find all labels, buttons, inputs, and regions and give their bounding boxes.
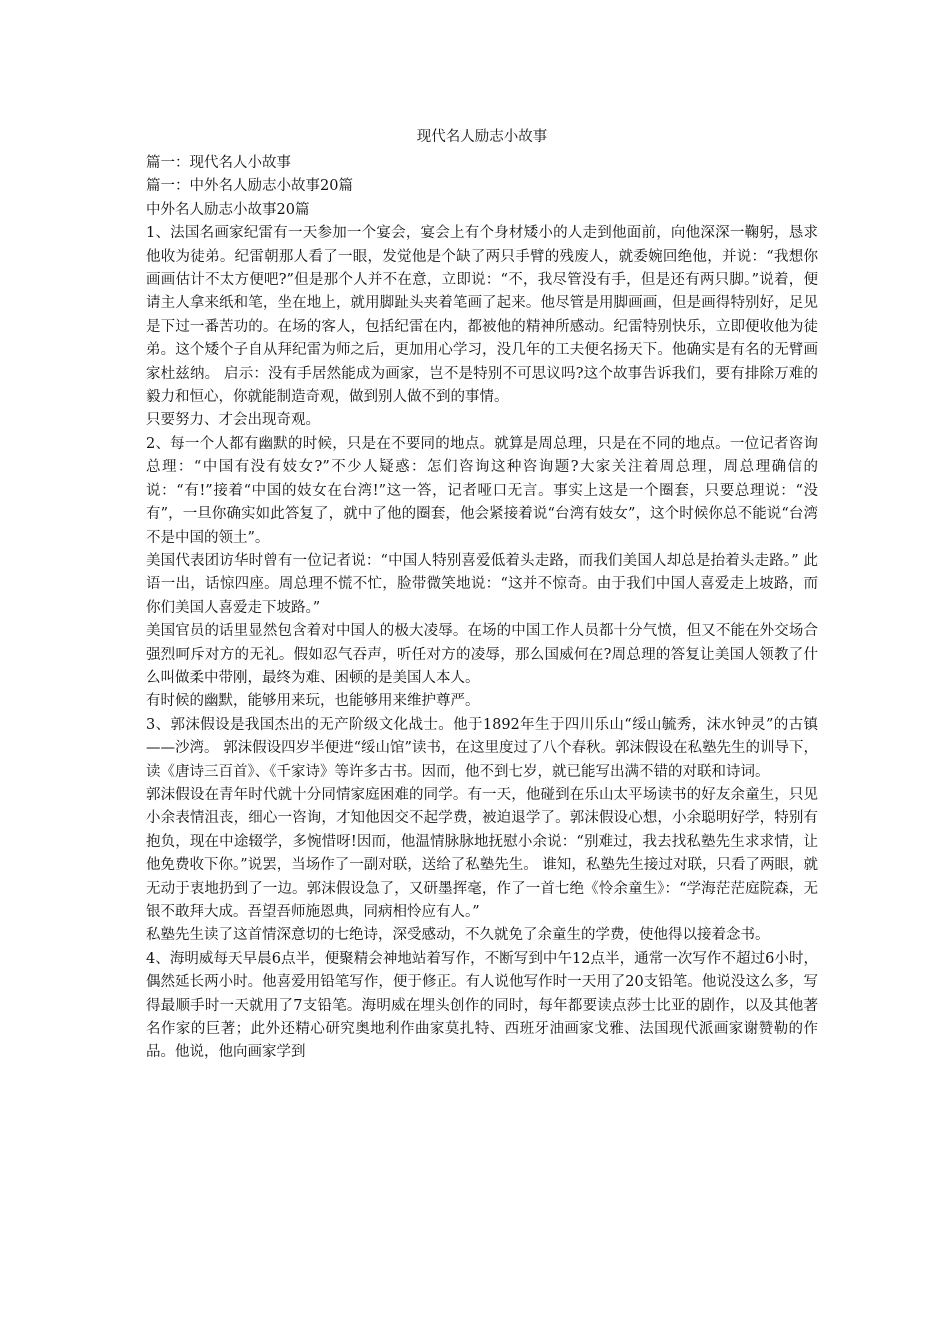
document-body [146,124,818,1065]
paragraph-story-2-part-3: 美国官员的话里显然包含着对中国人的极大凌辱。在场的中国工作人员都十分气愤，但又不能在外交场合强烈呵斥对方的无礼。假如忍气吞声，听任对方的凌辱，那么国威何在?周总理的答复让美国人领教了什么叫做柔中带刚，最终为难、困顿的是美国人本人。 [146,623,818,686]
paragraph-story-3-part-2: 郭沫假设在青年时代就十分同情家庭困难的同学。有一天，他碰到在乐山太平场读书的好友余童生，只见小余表情沮丧，细心一咨询，才知他因交不起学费，被迫退学了。郭沫假设心想，小余聪明好学，特别有抱负，现在中途辍学，多惋惜呀!因而，他温情脉脉地抚慰小余说：“别难过，我去找私塾先生求求情，让他免费收下你。”说罢，当场作了一副对联，送给了私塾先生。 谁知，私塾先生接过对联，只看了两眼，就无动于衷地扔到了一边。郭沫假设急了，又研墨挥毫，作了一首七绝《怜余童生》：“学海茫茫庭院森，无银不敢拜大成。吾望吾师施恩典，同病相怜应有人。” [146,786,818,920]
paragraph-story-3: 3、郭沫假设是我国杰出的无产阶级文化战士。他于1892年生于四川乐山“绥山毓秀，沫水钟灵”的古镇——沙湾。 郭沫假设四岁半便进“绥山馆”读书，在这里度过了八个春秋。郭沫假设在私塾先生的训导下，读《唐诗三百首》、《千家诗》等许多古书。因而，他不到七岁，就已能写出满不错的对联和诗词。 [146,716,818,780]
paragraph-story-2-moral: 有时候的幽默，能够用来玩，也能够用来维护尊严。 [146,693,480,710]
paragraph-heading-2: 篇一：中外名人励志小故事20篇 [146,178,353,195]
paragraph-story-3-part-3: 私塾先生读了这首情深意切的七绝诗，深受感动，不久就免了余童生的学费，使他得以接着念书。 [146,927,770,944]
paragraph-heading-3: 中外名人励志小故事20篇 [146,201,310,218]
paragraph-story-1-moral: 只要努力、才会出现奇观。 [146,412,320,429]
paragraph-story-4: 4、海明威每天早晨6点半，便聚精会神地站着写作，不断写到中午12点半，通常一次写作不超过6小时，偶然延长两小时。他喜爱用铅笔写作，便于修正。有人说他写作时一天用了20支铅笔。他说没这么多，写得最顺手时一天就用了7支铅笔。海明威在埋头创作的同时，每年都要读点莎士比亚的剧作，以及其他著名作家的巨著；此外还精心研究奥地利作曲家莫扎特、西班牙油画家戈雅、法国现代派画家谢赞勒的作品。他说，他向画家学到 [146,950,818,1061]
paragraph-story-1: 1、法国名画家纪雷有一天参加一个宴会，宴会上有个身材矮小的人走到他面前，向他深深一鞠躬，恳求他收为徒弟。纪雷朝那人看了一眼，发觉他是个缺了两只手臂的残废人，就委婉回绝他，并说：“我想你画画估计不太方便吧?”但是那个人并不在意，立即说：“不，我尽管没有手，但是还有两只脚。”说着，便请主人拿来纸和笔，坐在地上，就用脚趾头夹着笔画了起来。他尽管是用脚画画，但是画得特别好，足见是下过一番苦功的。在场的客人，包括纪雷在内，都被他的精神所感动。纪雷特别快乐，立即便收他为徒弟。这个矮个子自从拜纪雷为师之后，更加用心学习，没几年的工夫便名扬天下。他确实是有名的无臂画家杜兹纳。 启示：没有手居然能成为画家，岂不是特别不可思议吗?这个故事告诉我们，要有排除万难的毅力和恒心，你就能制造奇观，做到别人做不到的事情。 [146,225,818,406]
paragraph-story-2-part-2: 美国代表团访华时曾有一位记者说：“中国人特别喜爱低着头走路，而我们美国人却总是抬着头走路。” 此语一出，话惊四座。周总理不慌不忙，脸带微笑地说：“这并不惊奇。由于我们中国人喜爱走上坡路，而你们美国人喜爱走下坡路。” [146,552,818,616]
document-title: 现代名人励志小故事 [416,129,548,145]
paragraph-heading-1: 篇一：现代名人小故事 [146,155,291,171]
paragraph-story-2: 2、每一个人都有幽默的时候，只是在不要同的地点。就算是周总理，只是在不同的地点。一位记者咨询总理：“中国有没有妓女?”不少人疑惑：怎们咨询这种咨询题?大家关注着周总理，周总理确信的说：“有!”接着“中国的妓女在台湾!”这一答，记者哑口无言。事实上这是一个圈套，只要总理说：“没有”，一旦你确实如此答复了，就中了他的圈套，他会紧接着说“台湾有妓女”，这个时候你总不能说“台湾不是中国的领土”。 [146,435,818,546]
